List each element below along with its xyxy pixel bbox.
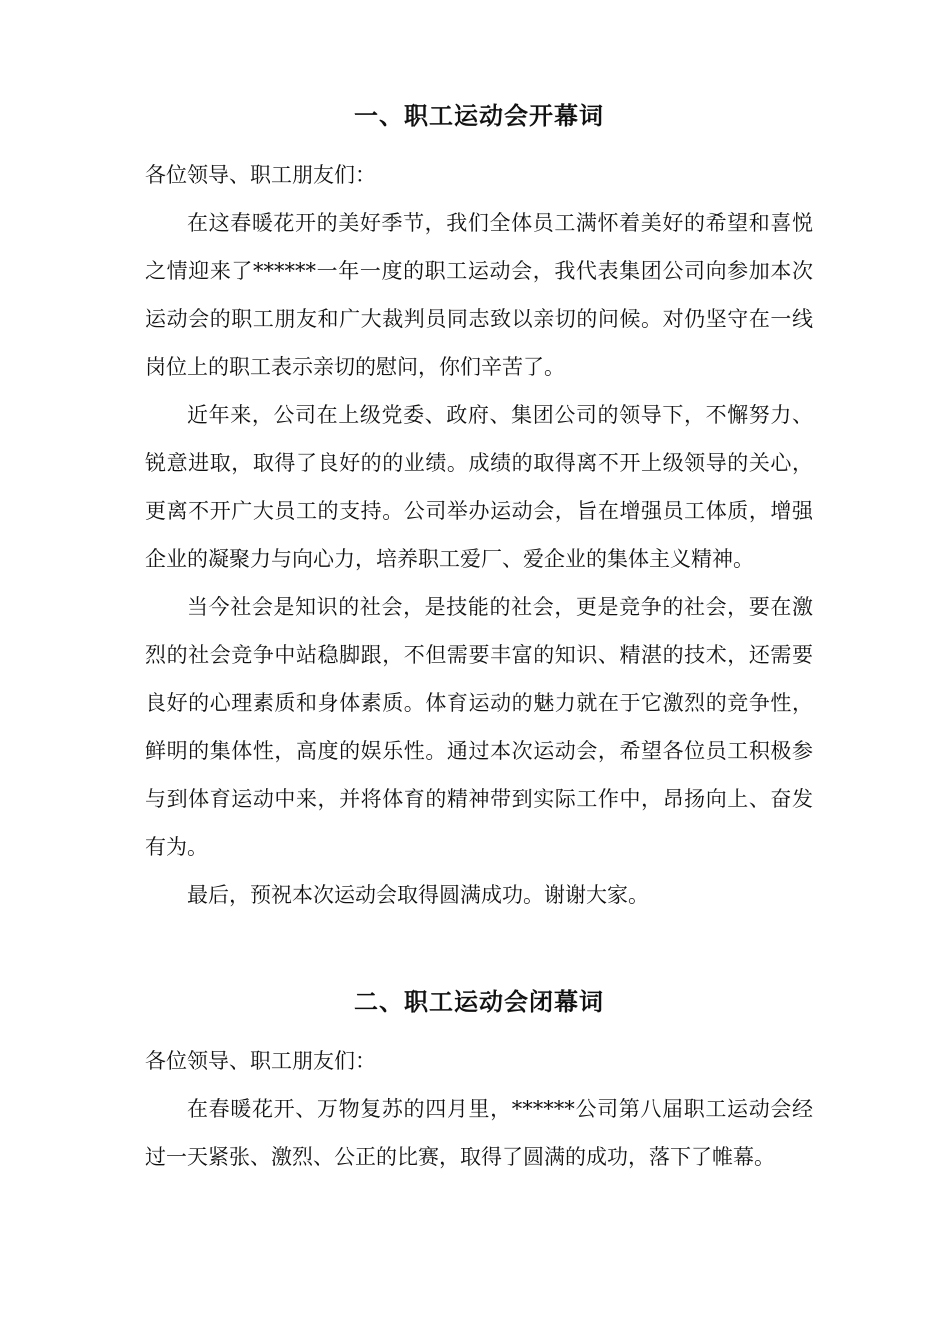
opening-paragraph-2: 近年来，公司在上级党委、政府、集团公司的领导下，不懈努力、锐意进取，取得了良好的的业绩。成绩的取得离不开上级领导的关心，更离不开广大员工的支持。公司举办运动会，旨在增强员工体质，增强企业的凝聚力与向心力，培养职工爱厂、爱企业的集体主义精神。 xyxy=(145,403,813,571)
opening-speech-title: 一、职工运动会开幕词 xyxy=(354,102,604,130)
opening-paragraph-1: 在这春暖花开的美好季节，我们全体员工满怀着美好的希望和喜悦之情迎来了******一年一度的职工运动会，我代表集团公司向参加本次运动会的职工朋友和广大裁判员同志致以亲切的问候。对仍坚守在一线岗位上的职工表示亲切的慰问，你们辛苦了。 xyxy=(145,211,813,379)
closing-paragraph-1: 在春暖花开、万物复苏的四月里，******公司第八届职工运动会经过一天紧张、激烈、公正的比赛，取得了圆满的成功，落下了帷幕。 xyxy=(145,1097,813,1169)
closing-speech-section xyxy=(145,978,813,1181)
closing-salutation: 各位领导、职工朋友们： xyxy=(145,1049,376,1073)
opening-paragraph-4: 最后，预祝本次运动会取得圆满成功。谢谢大家。 xyxy=(187,883,649,907)
closing-speech-title: 二、职工运动会闭幕词 xyxy=(354,988,604,1016)
opening-salutation: 各位领导、职工朋友们： xyxy=(145,163,376,187)
opening-paragraph-3: 当今社会是知识的社会，是技能的社会，更是竞争的社会，要在激烈的社会竞争中站稳脚跟，不但需要丰富的知识、精湛的技术，还需要良好的心理素质和身体素质。体育运动的魅力就在于它激烈的竞争性，鲜明的集体性，高度的娱乐性。通过本次运动会，希望各位员工积极参与到体育运动中来，并将体育的精神带到实际工作中，昂扬向上、奋发有为。 xyxy=(145,595,813,859)
opening-speech-section xyxy=(145,92,813,919)
